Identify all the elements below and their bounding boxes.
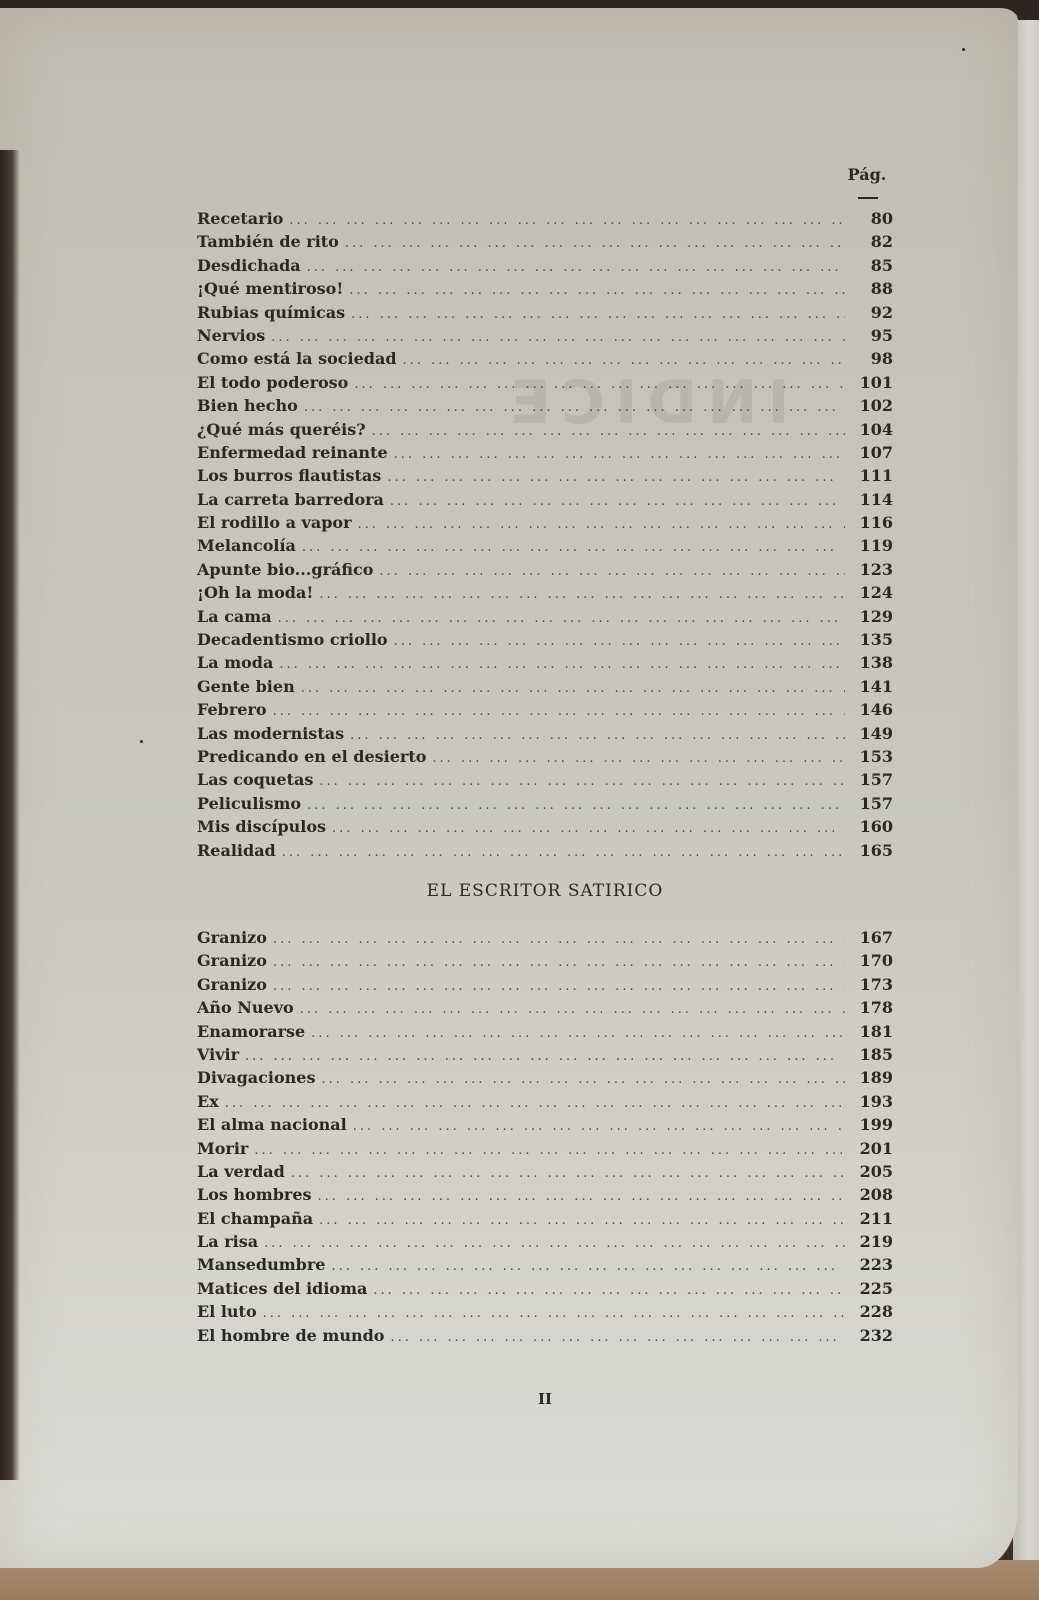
toc-entry-title: Vivir (197, 1044, 240, 1064)
toc-entry-title: Desdichada (197, 255, 301, 275)
dot-leader (318, 1189, 845, 1204)
toc-entry-page: 157 (859, 793, 893, 813)
toc-entry-page: 141 (859, 676, 893, 696)
toc-entry (197, 490, 893, 513)
toc-entry-page: 225 (859, 1278, 893, 1298)
toc-entry-title: Realidad (197, 840, 276, 860)
toc-entry (197, 466, 893, 489)
toc-entry-title: Predicando en el desierto (197, 746, 427, 766)
toc-entry (197, 1255, 893, 1278)
dot-leader (390, 494, 845, 509)
toc-entry (197, 1232, 893, 1255)
toc-entry (197, 1279, 893, 1302)
dot-leader (273, 955, 845, 970)
toc-entry-page: 95 (870, 325, 893, 345)
toc-entry (197, 1092, 893, 1115)
toc-entry-title: La moda (197, 653, 274, 673)
dot-leader (273, 979, 845, 994)
dot-leader (291, 1166, 845, 1181)
toc-entry-page: 92 (870, 302, 893, 322)
toc-entry-title: El luto (197, 1302, 257, 1322)
dot-leader (254, 1143, 845, 1158)
toc-entry-title: Decadentismo criollo (197, 630, 388, 650)
dot-leader (353, 1119, 845, 1134)
toc-entry-title: La verdad (197, 1161, 285, 1181)
toc-entry-title: También de rito (197, 232, 339, 252)
dot-leader (263, 1306, 845, 1321)
toc-entry-page: 181 (859, 1021, 893, 1041)
dot-leader (372, 424, 845, 439)
table-of-contents-part-2 (197, 928, 893, 1349)
page-column-header: Pág. (847, 165, 887, 184)
toc-entry (197, 279, 893, 302)
dot-leader (358, 517, 846, 532)
toc-entry (197, 232, 893, 255)
toc-entry (197, 349, 893, 372)
section-heading: EL ESCRITOR SATIRICO (426, 881, 664, 901)
dot-leader (301, 681, 845, 696)
toc-entry (197, 1302, 893, 1325)
toc-entry-page: 101 (859, 372, 893, 392)
toc-entry-title: Divagaciones (197, 1068, 316, 1088)
toc-entry (197, 396, 893, 419)
toc-entry-page: 114 (859, 489, 893, 509)
dot-leader (403, 353, 845, 368)
toc-entry-title: ¡Qué mentiroso! (197, 279, 344, 299)
toc-entry-title: La risa (197, 1232, 259, 1252)
toc-entry-title: El todo poderoso (197, 372, 349, 392)
dot-leader (354, 377, 845, 392)
toc-entry-page: 119 (859, 536, 893, 556)
dot-leader (394, 634, 845, 649)
toc-entry-page: 85 (870, 255, 893, 275)
dot-leader (351, 307, 845, 322)
toc-entry (197, 677, 893, 700)
toc-entry (197, 817, 893, 840)
toc-entry (197, 724, 893, 747)
toc-entry (197, 1209, 893, 1232)
book-page (0, 8, 1018, 1568)
toc-entry-title: La cama (197, 606, 272, 626)
dot-leader (300, 1002, 845, 1017)
toc-entry (197, 653, 893, 676)
toc-entry-page: 189 (859, 1068, 893, 1088)
toc-entry-page: 82 (870, 232, 893, 252)
toc-entry-title: Granizo (197, 951, 267, 971)
dot-leader (271, 330, 845, 345)
page-column-rule (858, 197, 878, 199)
dot-leader (225, 1096, 845, 1111)
toc-entry-title: Los burros flautistas (197, 466, 382, 486)
dot-leader (349, 283, 845, 298)
toc-entry-page: 98 (870, 349, 893, 369)
toc-entry-page: 88 (870, 279, 893, 299)
toc-entry-page: 160 (859, 817, 893, 837)
toc-entry (197, 303, 893, 326)
toc-entry (197, 420, 893, 443)
toc-entry-page: 208 (859, 1185, 893, 1205)
dot-leader (311, 1026, 845, 1041)
toc-entry-page: 199 (859, 1115, 893, 1135)
toc-entry-page: 219 (859, 1232, 893, 1252)
toc-entry-page: 170 (859, 951, 893, 971)
paper-speck (962, 48, 965, 51)
toc-entry-page: 124 (859, 583, 893, 603)
toc-entry-page: 116 (859, 513, 893, 533)
toc-entry-title: Morir (197, 1138, 249, 1158)
dot-leader (332, 821, 845, 836)
toc-entry-title: Gente bien (197, 676, 295, 696)
toc-entry-page: 201 (859, 1138, 893, 1158)
dot-leader (319, 1213, 845, 1228)
toc-entry-page: 211 (859, 1208, 893, 1228)
toc-entry-page: 111 (859, 466, 893, 486)
dot-leader (387, 470, 845, 485)
toc-entry-title: Peliculismo (197, 793, 302, 813)
dot-leader (307, 798, 845, 813)
toc-entry (197, 951, 893, 974)
toc-entry-title: Rubias químicas (197, 302, 346, 322)
toc-entry-title: Año Nuevo (197, 998, 294, 1018)
toc-entry (197, 841, 893, 864)
dot-leader (379, 564, 845, 579)
toc-entry-page: 178 (859, 998, 893, 1018)
bleed-through-text: INDICE (500, 368, 790, 438)
toc-entry-page: 167 (859, 928, 893, 947)
toc-entry-title: Apunte bio...gráfico (197, 559, 374, 579)
toc-entry (197, 583, 893, 606)
toc-entry-page: 185 (859, 1044, 893, 1064)
toc-entry (197, 209, 893, 232)
toc-entry-title: Melancolía (197, 536, 296, 556)
table-of-contents-part-1 (197, 209, 893, 864)
toc-entry-title: ¡Oh la moda! (197, 583, 314, 603)
toc-entry-title: Granizo (197, 974, 267, 994)
paper-speck (140, 740, 143, 743)
toc-entry-page: 193 (859, 1091, 893, 1111)
toc-entry (197, 630, 893, 653)
book-binding-shadow (0, 150, 20, 1480)
toc-entry (197, 998, 893, 1021)
dot-leader (319, 774, 845, 789)
dot-leader (279, 657, 845, 672)
toc-entry-page: 102 (859, 396, 893, 416)
toc-entry-page: 107 (859, 442, 893, 462)
toc-entry-page: 80 (870, 209, 893, 228)
toc-entry-page: 129 (859, 606, 893, 626)
dot-leader (264, 1236, 845, 1251)
dot-leader (307, 260, 845, 275)
toc-entry-title: Enfermedad reinante (197, 442, 388, 462)
dot-leader (282, 845, 845, 860)
toc-entry-title: La carreta barredora (197, 489, 384, 509)
dot-leader (345, 236, 845, 251)
toc-entry-page: 228 (859, 1302, 893, 1322)
toc-entry-page: 135 (859, 630, 893, 650)
dot-leader (319, 587, 845, 602)
dot-leader (273, 704, 845, 719)
toc-entry-page: 149 (859, 723, 893, 743)
toc-entry (197, 700, 893, 723)
toc-entry-title: El champaña (197, 1208, 314, 1228)
toc-entry-page: 223 (859, 1255, 893, 1275)
toc-entry-title: El hombre de mundo (197, 1325, 385, 1345)
dot-leader (432, 751, 845, 766)
toc-entry (197, 1115, 893, 1138)
dot-leader (289, 213, 845, 228)
toc-entry-title: Mansedumbre (197, 1255, 326, 1275)
toc-entry-title: Como está la sociedad (197, 349, 397, 369)
toc-entry-title: Las coquetas (197, 770, 314, 790)
toc-entry (197, 747, 893, 770)
toc-entry (197, 443, 893, 466)
toc-entry-title: El rodillo a vapor (197, 513, 352, 533)
toc-entry-page: 232 (859, 1325, 893, 1345)
toc-entry (197, 607, 893, 630)
toc-entry-title: Ex (197, 1091, 219, 1111)
toc-entry-title: ¿Qué más queréis? (197, 419, 366, 439)
toc-entry (197, 975, 893, 998)
toc-entry (197, 560, 893, 583)
toc-entry (197, 794, 893, 817)
dot-leader (273, 932, 845, 947)
page-number-folio: II (537, 1390, 553, 1408)
toc-entry-title: Enamorarse (197, 1021, 306, 1041)
toc-entry-page: 104 (859, 419, 893, 439)
dot-leader (321, 1072, 845, 1087)
toc-entry-title: Matices del idioma (197, 1278, 368, 1298)
toc-entry (197, 1068, 893, 1091)
toc-entry (197, 770, 893, 793)
toc-entry-page: 146 (859, 700, 893, 720)
toc-entry (197, 1139, 893, 1162)
toc-entry (197, 928, 893, 951)
toc-entry-page: 123 (859, 559, 893, 579)
dot-leader (304, 400, 845, 415)
toc-entry-page: 205 (859, 1161, 893, 1181)
toc-entry (197, 513, 893, 536)
toc-entry-page: 153 (859, 746, 893, 766)
dot-leader (394, 447, 845, 462)
toc-entry-title: Nervios (197, 325, 266, 345)
toc-entry-title: Mis discípulos (197, 817, 327, 837)
toc-entry (197, 1326, 893, 1349)
toc-entry (197, 256, 893, 279)
toc-entry-page: 157 (859, 770, 893, 790)
dot-leader (245, 1049, 845, 1064)
dot-leader (373, 1283, 845, 1298)
toc-entry-page: 138 (859, 653, 893, 673)
toc-entry (197, 373, 893, 396)
toc-entry (197, 536, 893, 559)
toc-entry-title: Granizo (197, 928, 267, 947)
toc-entry-page: 165 (859, 840, 893, 860)
dot-leader (331, 1259, 845, 1274)
toc-entry (197, 1022, 893, 1045)
toc-entry-title: Las modernistas (197, 723, 345, 743)
toc-entry-title: Bien hecho (197, 396, 298, 416)
dot-leader (302, 540, 845, 555)
toc-entry-title: Los hombres (197, 1185, 312, 1205)
toc-entry (197, 1162, 893, 1185)
toc-entry-title: Febrero (197, 700, 267, 720)
toc-entry (197, 1045, 893, 1068)
toc-entry-page: 173 (859, 974, 893, 994)
dot-leader (278, 611, 845, 626)
toc-entry-title: El alma nacional (197, 1115, 347, 1135)
toc-entry-title: Recetario (197, 209, 284, 228)
toc-entry (197, 326, 893, 349)
toc-entry (197, 1185, 893, 1208)
dot-leader (350, 728, 845, 743)
dot-leader (390, 1330, 845, 1345)
